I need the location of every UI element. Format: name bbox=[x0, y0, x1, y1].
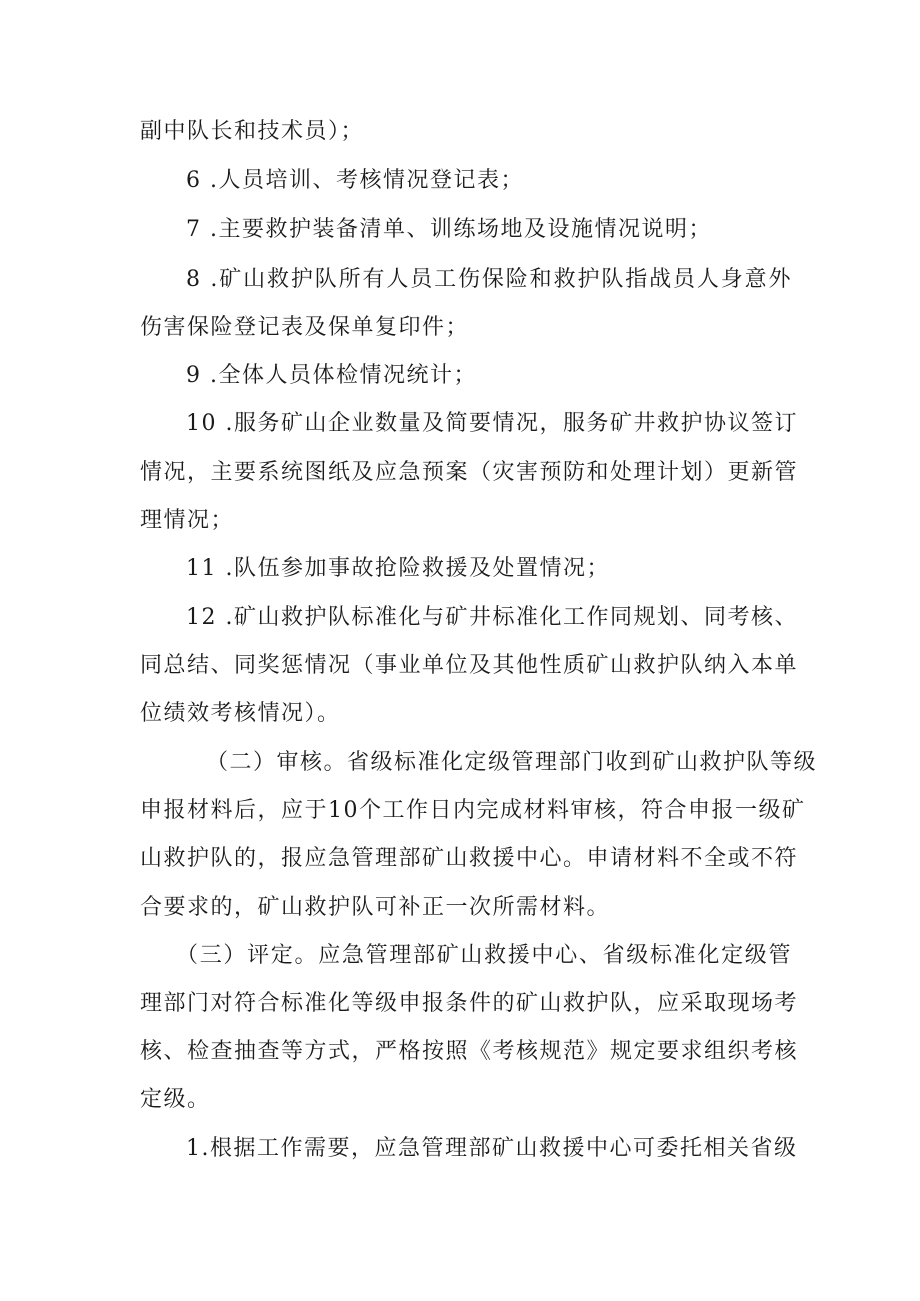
text-line-7: 10 .服务矿山企业数量及简要情况，服务矿井救护协议签订 bbox=[186, 411, 798, 436]
text-line-12: 同总结、同奖惩情况（事业单位及其他性质矿山救护队纳入本单 bbox=[140, 653, 799, 678]
text-line-21: 定级。 bbox=[140, 1087, 211, 1112]
text-line-4: 8 .矿山救护队所有人员工伤保险和救护队指战员人身意外 bbox=[186, 267, 792, 292]
text-line-13: 位绩效考核情况）。 bbox=[140, 701, 341, 726]
text-line-8: 情况，主要系统图纸及应急预案（灾害预防和处理计划）更新管 bbox=[140, 460, 799, 485]
text-line-18: （三）评定。应急管理部矿山救援中心、省级标准化定级管 bbox=[176, 943, 792, 968]
text-line-10: 11 .队伍参加事故抢险救援及处置情况； bbox=[186, 556, 610, 581]
text-line-6: 9 .全体人员体检情况统计； bbox=[186, 363, 477, 388]
text-line-2: 6 .人员培训、考核情况登记表； bbox=[186, 168, 524, 193]
text-line-22: 1.根据工作需要，应急管理部矿山救援中心可委托相关省级 bbox=[186, 1136, 798, 1161]
text-line-5: 伤害保险登记表及保单复印件； bbox=[140, 315, 470, 340]
text-line-1: 副中队长和技术员）； bbox=[140, 119, 365, 144]
text-line-20: 核、检查抽查等方式，严格按照《考核规范》规定要求组织考核 bbox=[140, 1039, 799, 1064]
text-line-11: 12 .矿山救护队标准化与矿井标准化工作同规划、同考核、 bbox=[186, 605, 798, 630]
text-line-17: 合要求的，矿山救护队可补正一次所需材料。 bbox=[140, 895, 611, 920]
text-line-16: 山救护队的，报应急管理部矿山救援中心。申请材料不全或不符 bbox=[140, 846, 799, 871]
text-line-19: 理部门对符合标准化等级申报条件的矿山救护队，应采取现场考 bbox=[140, 991, 799, 1016]
text-line-14: （二）审核。省级标准化定级管理部门收到矿山救护队等级 bbox=[206, 750, 818, 775]
text-line-15: 申报材料后，应于10个工作日内完成材料审核，符合申报一级矿 bbox=[140, 798, 806, 823]
text-line-9: 理情况； bbox=[140, 508, 235, 533]
text-line-3: 7 .主要救护装备清单、训练场地及设施情况说明； bbox=[186, 217, 712, 242]
